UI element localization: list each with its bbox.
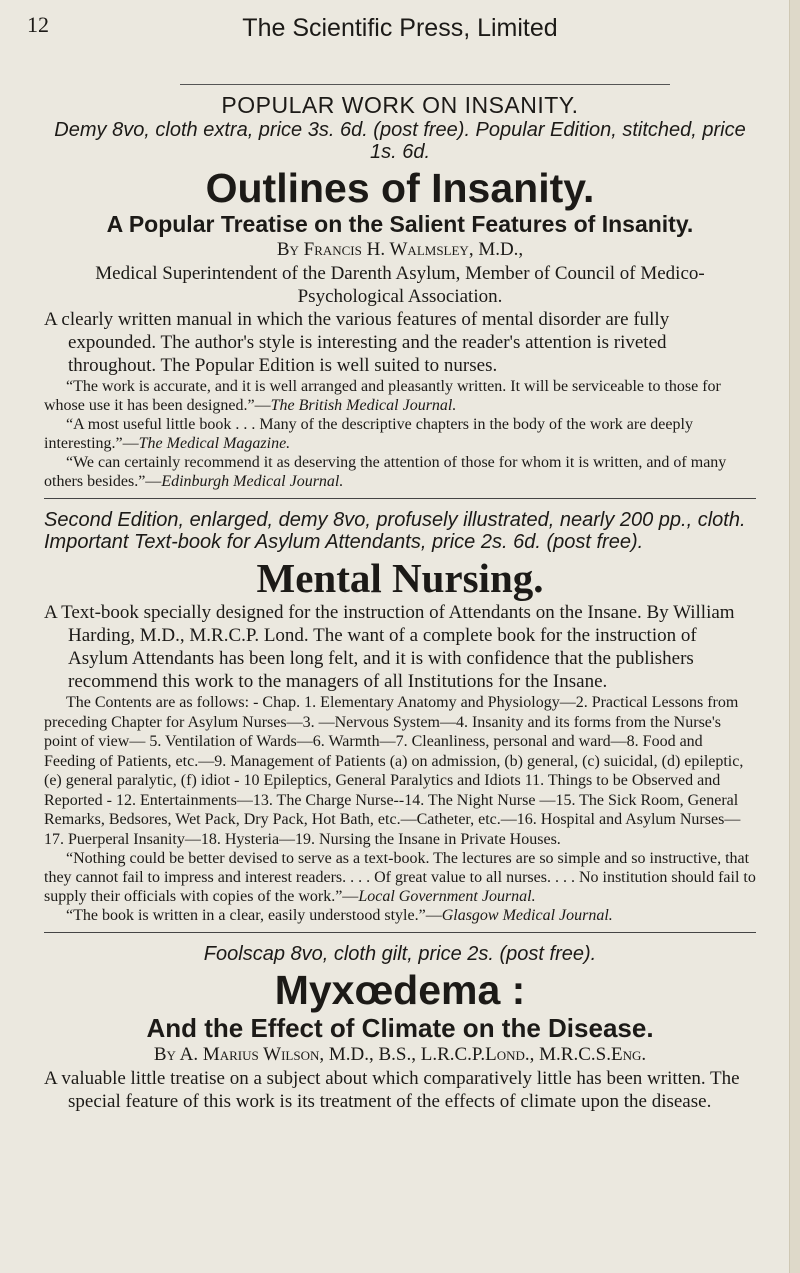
- review: [44, 453, 756, 491]
- review-source: The British Medical Journal.: [270, 397, 457, 414]
- book-title: Myxœdema :: [274, 967, 526, 1013]
- review: [44, 377, 756, 415]
- section-divider: [44, 498, 756, 499]
- book-mental-nursing: [44, 509, 756, 925]
- section-divider: [44, 932, 756, 933]
- review-text: “Nothing could be better devised to serve as a text-book. The lectures are so simple and so instructive, that they cannot fail to impress and interest readers. . . . Of great value to all nurses. . . . No institution should fail to supply their officials with copies of the work.”—: [44, 850, 756, 905]
- running-head: The Scientific Press, Limited: [242, 14, 558, 42]
- page-number: 12: [27, 12, 49, 37]
- book-subtitle: A Popular Treatise on the Salient Features of Insanity.: [106, 211, 694, 237]
- book-title: Mental Nursing.: [256, 555, 544, 601]
- review-text: “The work is accurate, and it is well arranged and pleasantly written. It will be serviceable to those for whose use it has been designed.”—: [44, 378, 721, 414]
- main-content: [44, 86, 756, 1113]
- review-source: The Medical Magazine.: [138, 435, 291, 452]
- author-byline: By Francis H. Walmsley, M.D.,: [276, 239, 524, 260]
- edition-note: Second Edition, enlarged, demy 8vo, profusely illustrated, nearly 200 pp., cloth. Important Text-book for Asylum Attendants, price 2s. 6d. (post free).: [44, 509, 746, 553]
- review: [44, 906, 756, 925]
- author-byline: By A. Marius Wilson, M.D., B.S., L.R.C.P.Lond., M.R.C.S.Eng.: [153, 1044, 647, 1065]
- header-rule: [180, 84, 670, 85]
- review: [44, 849, 756, 906]
- book-subtitle: And the Effect of Climate on the Disease.: [146, 1013, 654, 1043]
- table-of-contents: The Contents are as follows: - Chap. 1. Elementary Anatomy and Physiology—2. Practical Lessons from preceding Chapter for Asylum Nurses—3. —Nervous System—4. Insanity and its forms from the Nurse's point of view— 5. Ventilation of Wards—6. Warmth—7. Cleanliness, personal and ward—8. Food and Feeding of Patients, etc.—9. Management of Patients (a) on admission, (b) general, (c) suicidal, (d) epileptic, (e) general paralytic, (f) idiot - 10 Epileptics, General Paralytics and Idiots 11. Things to be Observed and Reported - 12. Entertainments—13. The Charge Nurse--14. The Night Nurse —15. The Sick Room, General Remarks, Bedsores, Wet Pack, Dry Pack, Hot Bath, etc.—Catheter, etc.—16. Hospital and Asylum Nurses—17. Puerperal Insanity—18. Hysteria—19. Nursing the Insane in Private Houses.: [44, 694, 744, 848]
- review-text: “A most useful little book . . . Many of the descriptive chapters in the body of the work are deeply interesting.”—: [44, 416, 693, 452]
- review-source: Glasgow Medical Journal.: [441, 907, 613, 924]
- book-description: A clearly written manual in which the various features of mental disorder are fully expounded. The author's style is interesting and the reader's attention is riveted throughout. The Popular Edition is well suited to nurses.: [44, 309, 670, 376]
- edition-note: Foolscap 8vo, cloth gilt, price 2s. (post free).: [203, 943, 597, 965]
- book-title: Outlines of Insanity.: [205, 165, 595, 211]
- review-text: “The book is written in a clear, easily understood style.”—: [66, 907, 442, 924]
- page-edge: [789, 0, 800, 1273]
- review-source: Edinburgh Medical Journal.: [161, 473, 344, 490]
- review: [44, 415, 756, 453]
- book-description: A valuable little treatise on a subject about which comparatively little has been written. The special feature of this work is its treatment of the effects of climate upon the disease.: [44, 1068, 740, 1112]
- section-heading: POPULAR WORK ON INSANITY.: [221, 92, 579, 118]
- review-text: “We can certainly recommend it as deserving the attention of those for whom it is written, and of many others besides.”—: [44, 454, 727, 490]
- review-source: Local Government Journal.: [358, 888, 536, 905]
- edition-note: Demy 8vo, cloth extra, price 3s. 6d. (post free). Popular Edition, stitched, price 1s. 6d.: [54, 119, 746, 163]
- book-description: A Text-book specially designed for the instruction of Attendants on the Insane. By William Harding, M.D., M.R.C.P. Lond. The want of a complete book for the instruction of Asylum Attendants has been long felt, and it is with confidence that the publishers recommend this work to the managers of all Institutions for the Insane.: [44, 602, 735, 692]
- author-affiliation: Medical Superintendent of the Darenth Asylum, Member of Council of Medico-Psychological Association.: [95, 263, 705, 307]
- book-outlines-of-insanity: [44, 119, 756, 491]
- book-myxoedema: [44, 943, 756, 1113]
